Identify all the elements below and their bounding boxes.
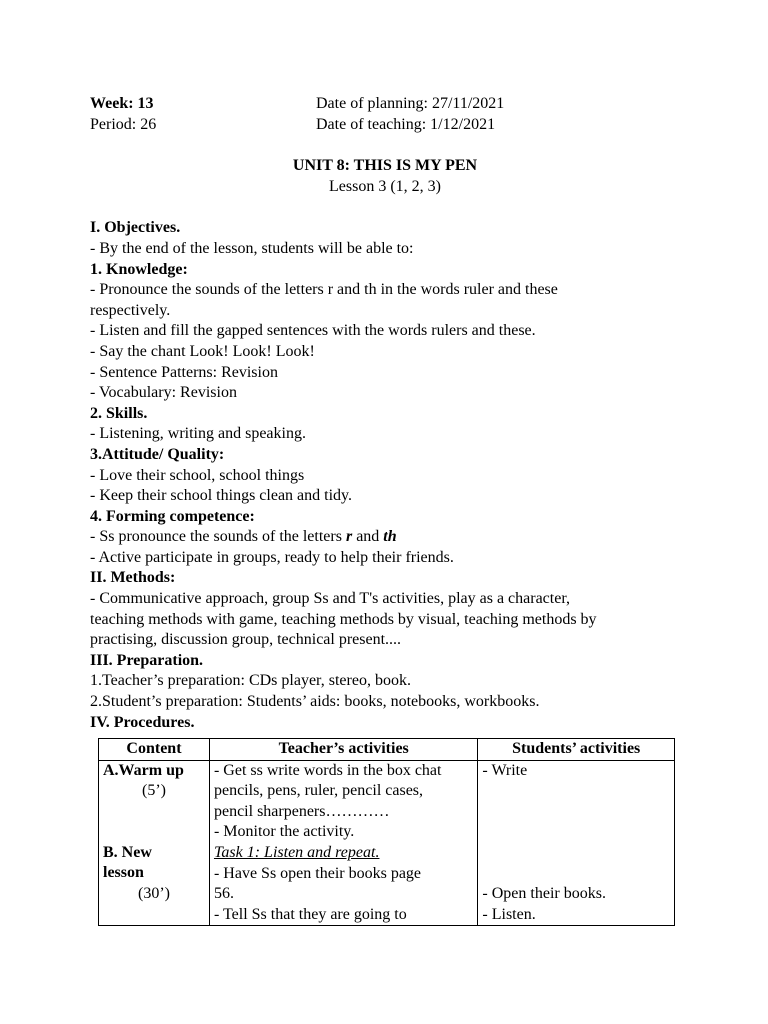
competence-item xyxy=(90,527,690,548)
attitude-item: - Love their school, school things xyxy=(90,466,305,484)
methods-line: - Communicative approach, group Ss and T's activities, play as a character, xyxy=(90,590,571,608)
teacher-activities-cell xyxy=(209,760,477,926)
column-header-content: Content xyxy=(99,739,210,761)
teacher-line: - Monitor the activity. xyxy=(213,823,355,841)
procedures-heading: IV. Procedures. xyxy=(90,713,195,731)
letter-r: r xyxy=(345,528,353,546)
task-1-title: Task 1: Listen and repeat. xyxy=(213,843,380,861)
skills-item: - Listening, writing and speaking. xyxy=(90,425,306,443)
unit-title: UNIT 8: THIS IS MY PEN xyxy=(292,157,478,175)
objectives-intro: - By the end of the lesson, students will be able to: xyxy=(90,239,414,257)
teacher-preparation: 1.Teacher’s preparation: CDs player, stereo, book. xyxy=(90,672,411,690)
attitude-heading: 3.Attitude/ Quality: xyxy=(90,445,225,463)
competence-heading: 4. Forming competence: xyxy=(90,507,255,525)
knowledge-item: - Pronounce the sounds of the letters r and th in the words ruler and these xyxy=(90,281,558,299)
knowledge-item: - Say the chant Look! Look! Look! xyxy=(90,342,315,360)
table-header-row xyxy=(99,739,675,761)
content-cell xyxy=(99,760,210,926)
teacher-line: pencil sharpeners………… xyxy=(213,802,390,820)
warmup-time: (5’) xyxy=(141,782,166,800)
date-of-planning: Date of planning: 27/11/2021 xyxy=(316,95,505,112)
knowledge-heading: 1. Knowledge: xyxy=(90,260,188,278)
table-row xyxy=(99,760,675,926)
preparation-heading: III. Preparation. xyxy=(90,651,204,669)
skills-heading: 2. Skills. xyxy=(90,404,148,422)
methods-line: teaching methods with game, teaching methods by visual, teaching methods by xyxy=(90,610,597,628)
week-label: Week: 13 xyxy=(90,95,154,112)
student-line-write: - Write xyxy=(482,761,528,779)
teacher-line: - Have Ss open their books page xyxy=(213,864,422,882)
attitude-item: - Keep their school things clean and tidy. xyxy=(90,487,352,505)
teacher-line: 56. xyxy=(213,885,234,903)
date-of-teaching: Date of teaching: 1/12/2021 xyxy=(316,115,496,133)
teacher-line: pencils, pens, ruler, pencil cases, xyxy=(213,782,424,800)
competence-text: - Ss pronounce the sounds of the letters xyxy=(90,528,346,546)
header-row-1 xyxy=(90,94,690,115)
new-lesson-label-cont: lesson xyxy=(103,864,144,882)
objectives-heading: I. Objectives. xyxy=(90,219,181,237)
column-header-students: Students’ activities xyxy=(478,739,675,761)
letter-th: th xyxy=(383,528,397,546)
knowledge-item: - Listen and fill the gapped sentences with the words rulers and these. xyxy=(90,322,536,340)
teacher-line: - Tell Ss that they are going to xyxy=(213,905,407,923)
student-line-open: - Open their books. xyxy=(482,885,606,903)
warmup-label: A.Warm up xyxy=(103,761,184,779)
competence-item: - Active participate in groups, ready to help their friends. xyxy=(90,548,454,566)
period-label: Period: 26 xyxy=(90,115,157,133)
column-header-teacher: Teacher’s activities xyxy=(209,739,477,761)
knowledge-item-cont: respectively. xyxy=(90,301,171,319)
lesson-subtitle: Lesson 3 (1, 2, 3) xyxy=(329,177,441,195)
methods-line: practising, discussion group, technical present.... xyxy=(90,631,402,649)
knowledge-item: - Sentence Patterns: Revision xyxy=(90,363,278,381)
new-lesson-time: (30’) xyxy=(137,884,170,902)
student-line-listen: - Listen. xyxy=(482,905,536,923)
competence-and: and xyxy=(352,528,384,546)
lesson-plan-document xyxy=(90,94,690,733)
procedures-table xyxy=(98,738,675,926)
teacher-line: - Get ss write words in the box chat xyxy=(213,761,442,779)
students-activities-cell xyxy=(478,760,675,926)
header-row-2 xyxy=(90,115,690,136)
student-preparation: 2.Student’s preparation: Students’ aids: books, notebooks, workbooks. xyxy=(90,693,540,711)
new-lesson-label: B. New xyxy=(103,843,152,861)
knowledge-item: - Vocabulary: Revision xyxy=(90,384,237,402)
methods-heading: II. Methods: xyxy=(90,569,176,587)
